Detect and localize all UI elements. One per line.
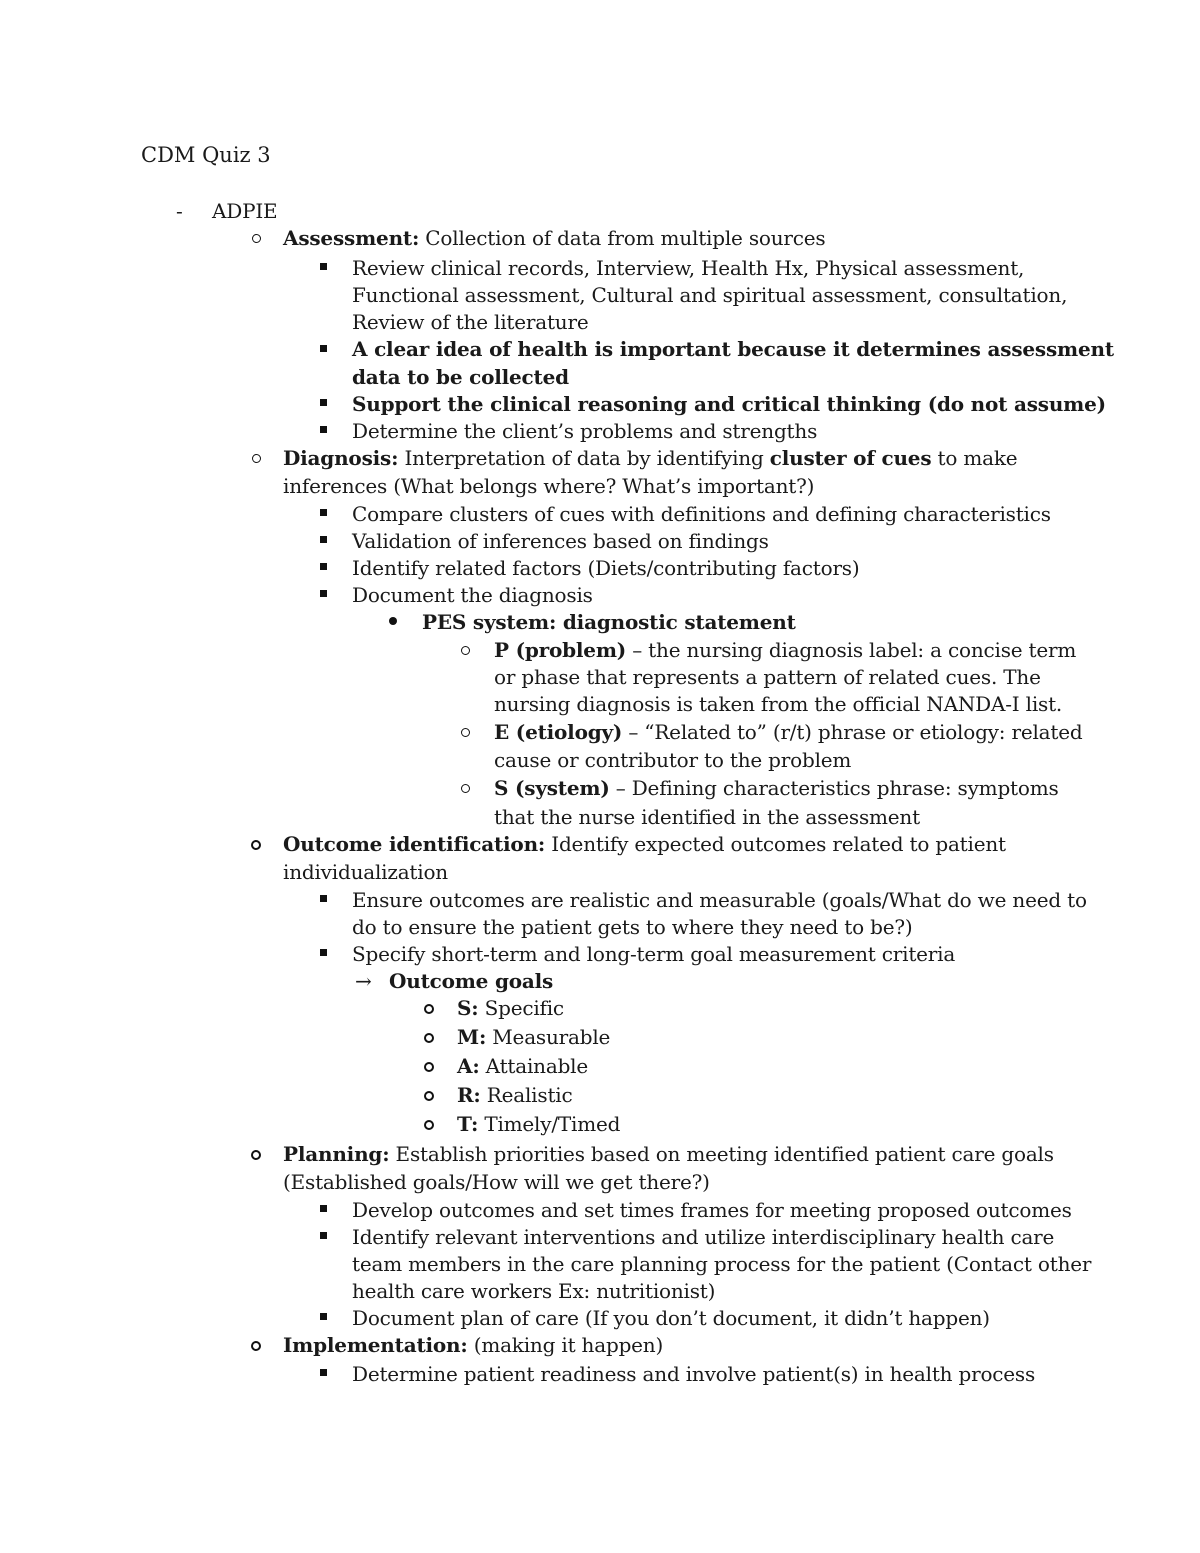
square-bullet-icon	[320, 1369, 327, 1376]
diagnosis-text: Interpretation of data by identifying	[398, 446, 770, 470]
smart-value: Timely/Timed	[478, 1112, 621, 1136]
adpie-heading: ADPIE	[212, 199, 278, 223]
square-bullet-icon	[320, 399, 327, 406]
smart-value: Specific	[478, 996, 564, 1020]
outcome-bullet-2: Specify short-term and long-term goal measurement criteria	[352, 942, 956, 966]
planning-bullet-2: Identify relevant interventions and utilize interdisciplinary health care	[352, 1225, 1055, 1249]
pes-p-cont: or phase that represents a pattern of related cues. The	[494, 665, 1041, 689]
smart-value: Attainable	[479, 1054, 588, 1078]
diagnosis-text: to make	[931, 446, 1018, 470]
implementation-label: Implementation:	[283, 1333, 468, 1357]
diagnosis-label: Diagnosis:	[283, 446, 399, 470]
diagnosis-bullet-3: Identify related factors (Diets/contributing factors)	[352, 556, 860, 580]
square-bullet-icon	[320, 563, 327, 570]
smart-key: A:	[457, 1054, 480, 1078]
pes-s-line	[494, 774, 1059, 802]
smart-key: T:	[457, 1112, 479, 1136]
circle-bullet-icon	[252, 234, 261, 243]
assessment-line	[283, 224, 825, 252]
square-bullet-icon	[320, 345, 327, 352]
pes-p-text: – the nursing diagnosis label: a concise term	[626, 638, 1077, 662]
planning-line	[283, 1140, 1054, 1168]
circle-bullet-icon	[252, 454, 261, 463]
pes-s-text: – Defining characteristics phrase: symptoms	[609, 776, 1059, 800]
diagnosis-emphasis: cluster of cues	[769, 446, 932, 470]
circle-bullet-icon	[424, 1004, 434, 1014]
diagnosis-bullet-2: Validation of inferences based on findings	[352, 529, 769, 553]
assessment-label: Assessment:	[283, 226, 420, 250]
circle-bullet-icon	[461, 728, 470, 737]
outcome-goals-heading: Outcome goals	[389, 969, 554, 993]
page-title: CDM Quiz 3	[141, 143, 271, 167]
assessment-text: Collection of data from multiple sources	[419, 226, 826, 250]
planning-bullet-1: Develop outcomes and set times frames for meeting proposed outcomes	[352, 1198, 1072, 1222]
circle-bullet-icon	[461, 784, 470, 793]
outcome-line-cont: individualization	[283, 860, 448, 884]
smart-value: Measurable	[486, 1025, 611, 1049]
smart-item	[457, 1052, 588, 1080]
square-bullet-icon	[320, 509, 327, 516]
planning-bullet-2-cont: health care workers Ex: nutritionist)	[352, 1279, 716, 1303]
square-bullet-icon	[320, 1313, 327, 1320]
planning-text: Establish priorities based on meeting identified patient care goals	[389, 1142, 1054, 1166]
assessment-bullet-3: Support the clinical reasoning and critical thinking (do not assume)	[352, 392, 1106, 416]
outcome-bullet-1-cont: do to ensure the patient gets to where they need to be?)	[352, 915, 913, 939]
pes-p-label: P (problem)	[494, 638, 627, 662]
pes-e-text: – “Related to” (r/t) phrase or etiology: related	[622, 720, 1083, 744]
assessment-bullet-1: Review clinical records, Interview, Health Hx, Physical assessment,	[352, 256, 1025, 280]
smart-key: R:	[457, 1083, 481, 1107]
pes-e-cont: cause or contributor to the problem	[494, 748, 852, 772]
pes-p-cont: nursing diagnosis is taken from the official NANDA-I list.	[494, 692, 1063, 716]
outcome-text: Identify expected outcomes related to patient	[545, 832, 1006, 856]
pes-heading: PES system: diagnostic statement	[422, 610, 796, 634]
implementation-bullet-1: Determine patient readiness and involve patient(s) in health process	[352, 1362, 1036, 1386]
smart-key: M:	[457, 1025, 487, 1049]
square-bullet-icon	[320, 536, 327, 543]
arrow-icon: →	[355, 969, 372, 993]
assessment-bullet-2: A clear idea of health is important because it determines assessment	[352, 337, 1114, 361]
assessment-bullet-4: Determine the client’s problems and strengths	[352, 419, 818, 443]
circle-bullet-icon	[424, 1062, 434, 1072]
planning-line-cont: (Established goals/How will we get there?)	[283, 1170, 710, 1194]
smart-key: S:	[457, 996, 479, 1020]
pes-e-label: E (etiology)	[494, 720, 623, 744]
outcome-line	[283, 830, 1006, 858]
circle-bullet-icon	[461, 646, 470, 655]
assessment-bullet-1-cont: Functional assessment, Cultural and spiritual assessment, consultation,	[352, 283, 1068, 307]
diagnosis-line	[283, 444, 1017, 472]
planning-bullet-3: Document plan of care (If you don’t document, it didn’t happen)	[352, 1306, 990, 1330]
pes-s-cont: that the nurse identified in the assessment	[494, 805, 920, 829]
circle-bullet-icon	[251, 1341, 261, 1351]
pes-p-line	[494, 636, 1076, 664]
outcome-label: Outcome identification:	[283, 832, 546, 856]
pes-s-label: S (system)	[494, 776, 610, 800]
square-bullet-icon	[320, 1205, 327, 1212]
pes-e-line	[494, 718, 1082, 746]
circle-bullet-icon	[424, 1033, 434, 1043]
diagnosis-bullet-4: Document the diagnosis	[352, 583, 593, 607]
diagnosis-bullet-1: Compare clusters of cues with definitions and defining characteristics	[352, 502, 1051, 526]
circle-bullet-icon	[424, 1120, 434, 1130]
planning-label: Planning:	[283, 1142, 390, 1166]
smart-value: Realistic	[480, 1083, 573, 1107]
assessment-bullet-2-cont: data to be collected	[352, 365, 569, 389]
square-bullet-icon	[320, 590, 327, 597]
square-bullet-icon	[320, 263, 327, 270]
circle-bullet-icon	[424, 1091, 434, 1101]
implementation-line	[283, 1331, 663, 1359]
square-bullet-icon	[320, 949, 327, 956]
planning-bullet-2-cont: team members in the care planning process for the patient (Contact other	[352, 1252, 1092, 1276]
assessment-bullet-1-cont: Review of the literature	[352, 310, 589, 334]
implementation-text: (making it happen)	[467, 1333, 664, 1357]
smart-item	[457, 1023, 610, 1051]
smart-item	[457, 1110, 620, 1138]
dot-bullet-icon	[389, 617, 397, 625]
circle-bullet-icon	[251, 840, 261, 850]
smart-item	[457, 994, 564, 1022]
square-bullet-icon	[320, 426, 327, 433]
square-bullet-icon	[320, 1232, 327, 1239]
dash-bullet: -	[176, 199, 183, 223]
outcome-bullet-1: Ensure outcomes are realistic and measurable (goals/What do we need to	[352, 888, 1087, 912]
smart-item	[457, 1081, 572, 1109]
diagnosis-line-cont: inferences (What belongs where? What’s important?)	[283, 474, 815, 498]
circle-bullet-icon	[251, 1150, 261, 1160]
square-bullet-icon	[320, 895, 327, 902]
